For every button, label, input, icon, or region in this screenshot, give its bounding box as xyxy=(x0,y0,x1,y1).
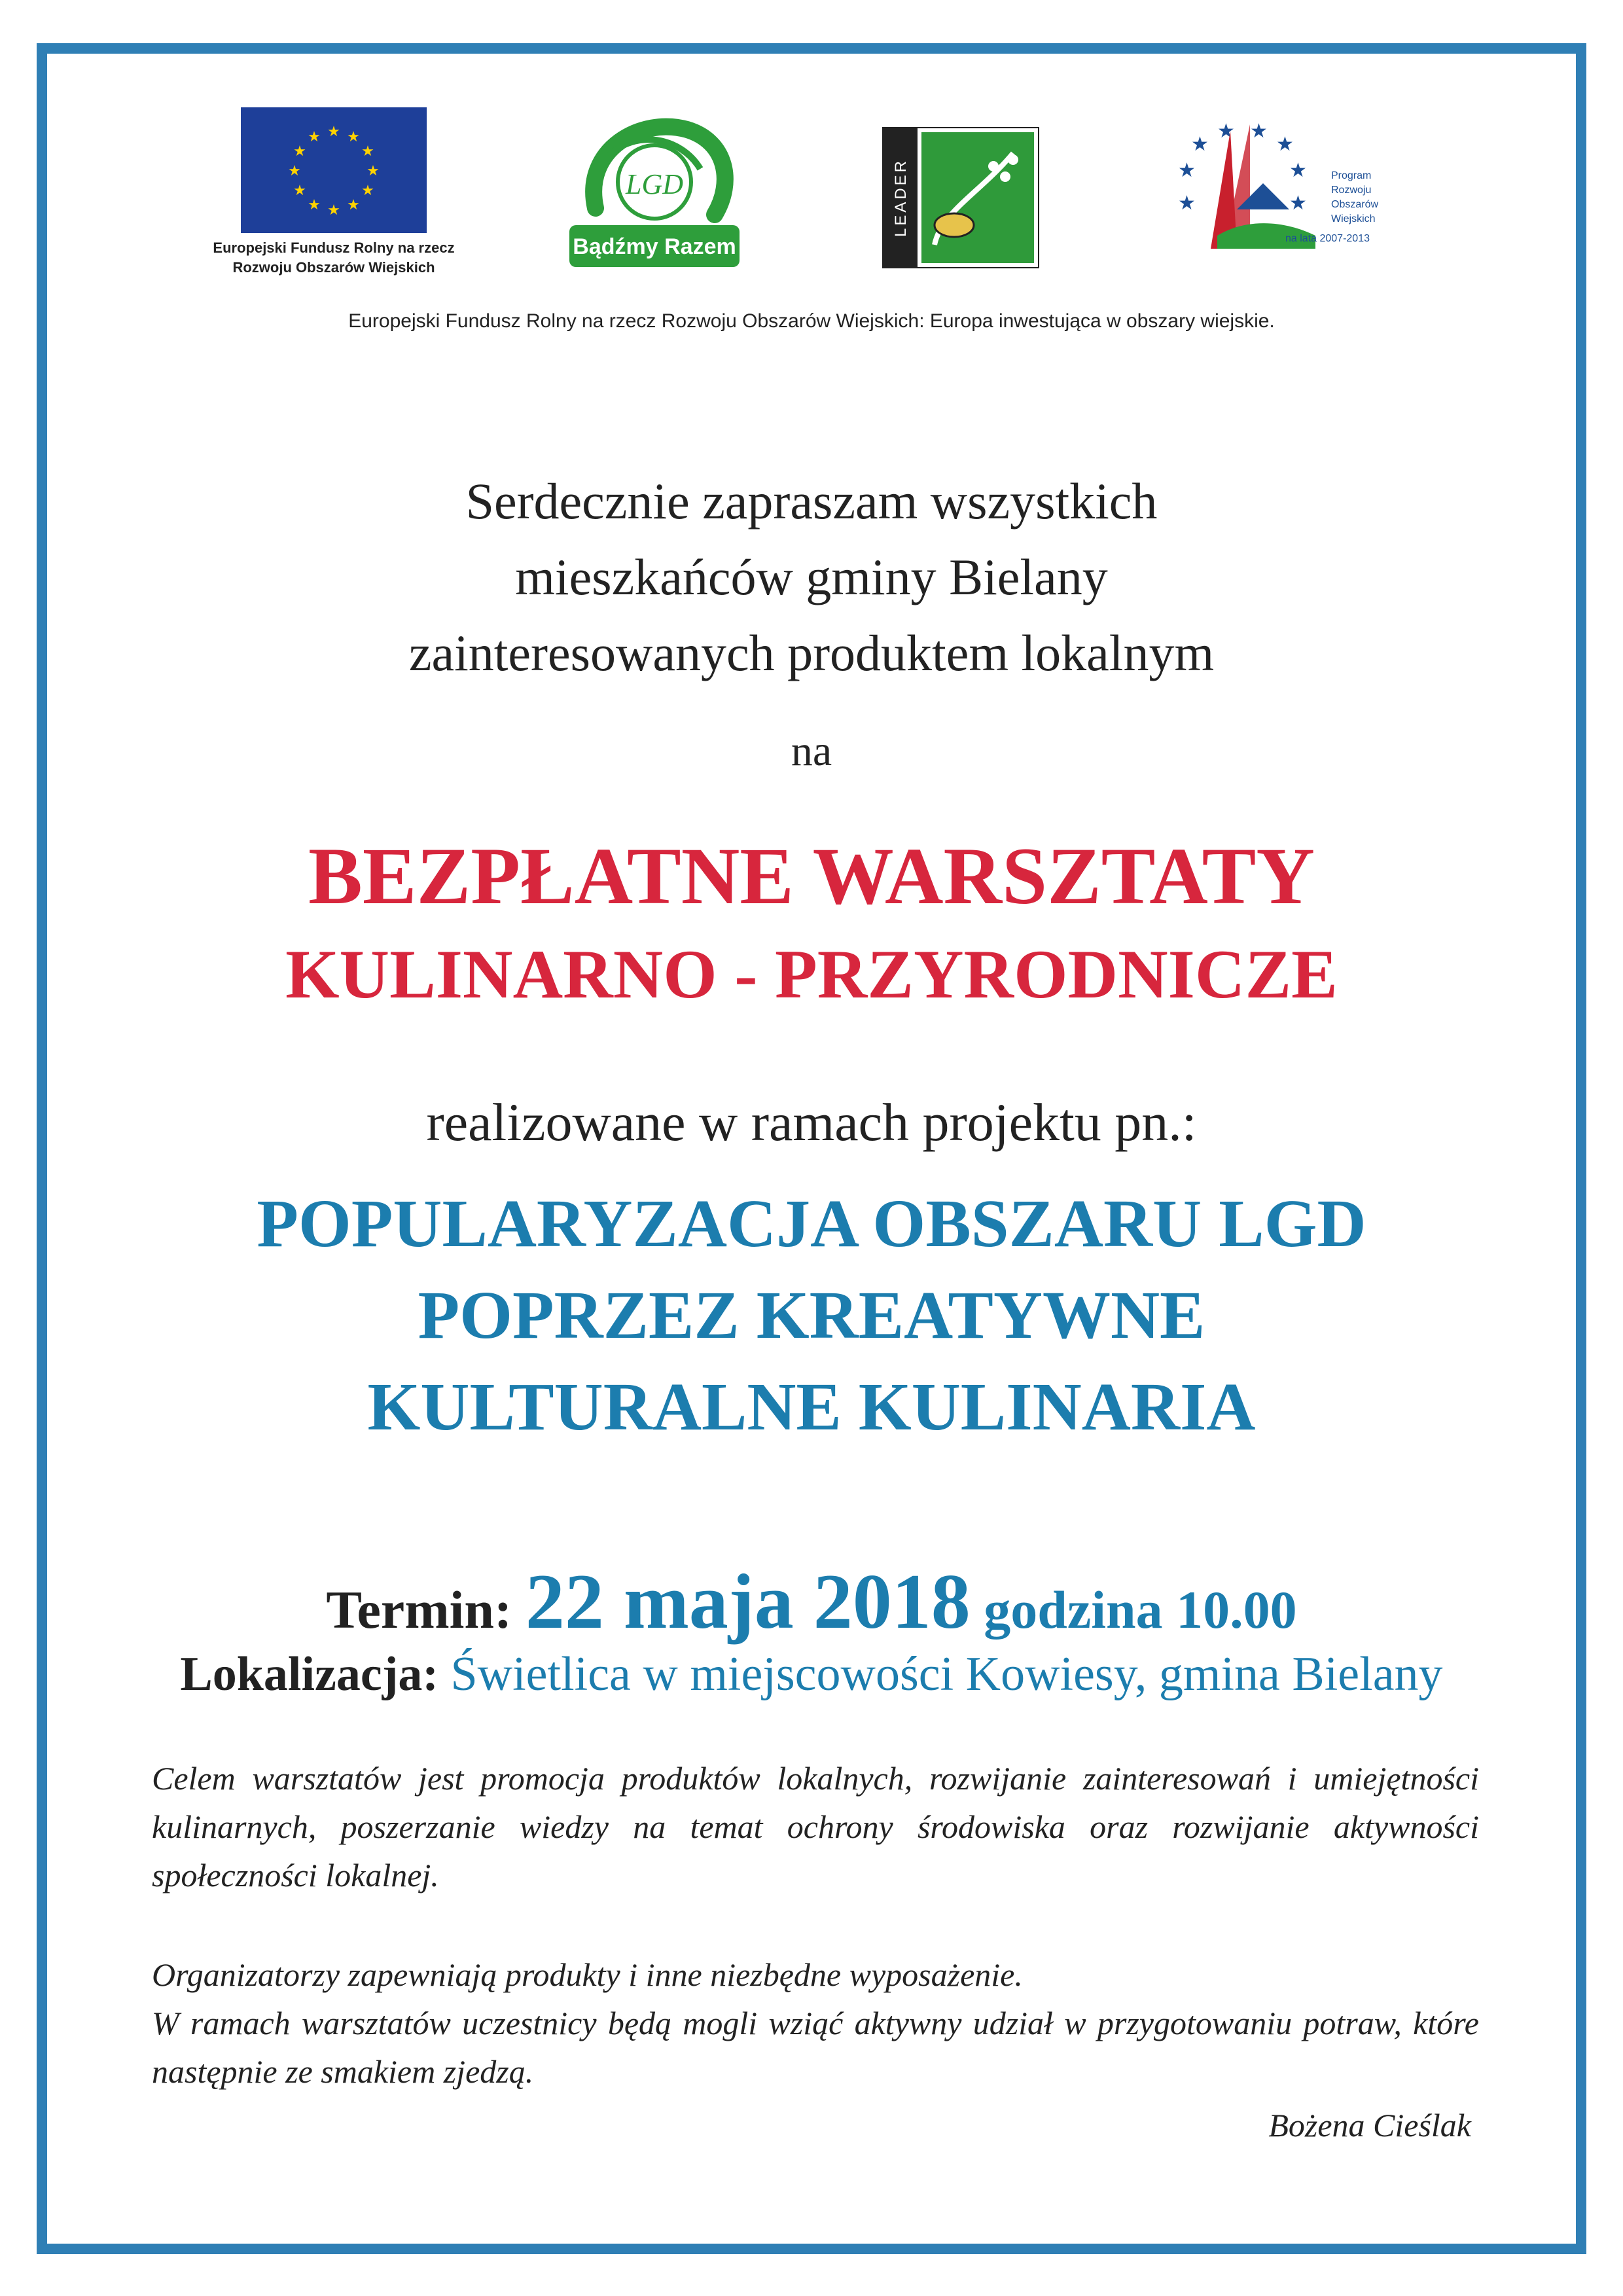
eu-caption xyxy=(178,238,490,278)
leader-logo-icon xyxy=(882,127,1039,268)
prow-caption xyxy=(1331,169,1378,226)
description-paragraph2-line2: W ramach warsztatów uczestnicy będą mogli wziąć aktywny udział w przygotowaniu potraw, które następnie ze smakiem zjedzą. xyxy=(152,2005,1479,2090)
date-line xyxy=(0,1556,1623,1647)
prow-years: na lata 2007-2013 xyxy=(1285,233,1370,244)
svg-text:★: ★ xyxy=(288,162,301,179)
svg-text:★: ★ xyxy=(1178,192,1196,215)
svg-text:★: ★ xyxy=(347,128,360,145)
svg-text:★: ★ xyxy=(1289,192,1307,215)
location-value: Świetlica w miejscowości Kowiesy, gmina Bielany xyxy=(450,1647,1443,1701)
svg-text:★: ★ xyxy=(327,123,340,139)
intro-line1: Serdecznie zapraszam wszystkich xyxy=(465,473,1158,529)
signature: Bożena Cieślak xyxy=(1268,2107,1471,2144)
intro-line3: zainteresowanych produktem lokalnym xyxy=(408,624,1215,681)
headline-line1: BEZPŁATNE WARSZTATY xyxy=(308,831,1315,921)
svg-text:★: ★ xyxy=(308,128,321,145)
svg-text:★: ★ xyxy=(327,202,340,218)
fund-line: Europejski Fundusz Rolny na rzecz Rozwoju Obszarów Wiejskich: Europa inwestująca w obszary wiejskie. xyxy=(348,310,1275,332)
prow-line2: Rozwoju xyxy=(1331,185,1372,196)
svg-text:★: ★ xyxy=(1178,159,1196,182)
svg-text:★: ★ xyxy=(347,196,360,213)
eu-caption-line2: Rozwoju Obszarów Wiejskich xyxy=(232,259,435,276)
termin-label: Termin: xyxy=(326,1580,512,1640)
svg-text:★: ★ xyxy=(366,162,380,179)
termin-date: 22 maja 2018 xyxy=(525,1558,971,1645)
intro-line2: mieszkańców gminy Bielany xyxy=(515,548,1108,605)
headline-line2: KULINARNO - PRZYRODNICZE xyxy=(285,936,1338,1013)
project-line1: POPULARYZACJA OBSZARU LGD xyxy=(257,1186,1366,1261)
project-title xyxy=(0,1178,1623,1453)
logo-row xyxy=(0,0,1623,314)
prow-line1: Program xyxy=(1331,170,1372,181)
lgd-logo-icon xyxy=(563,110,746,274)
svg-text:★: ★ xyxy=(1289,159,1307,182)
leader-text: LEADER xyxy=(892,158,910,238)
svg-text:★: ★ xyxy=(1217,120,1235,143)
svg-text:★: ★ xyxy=(1276,133,1294,156)
description-paragraph1: Celem warsztatów jest promocja produktów lokalnych, rozwijanie zainteresowań i umiejętności kulinarnych, poszerzanie wiedzy na temat ochrony środowiska oraz rozwijanie aktywności społeczności lokalnej. xyxy=(152,1760,1479,1893)
intro-text xyxy=(0,463,1623,691)
svg-text:★: ★ xyxy=(308,196,321,213)
eu-flag-icon xyxy=(241,107,427,233)
svg-text:★: ★ xyxy=(293,182,306,198)
lgd-letters: LGD xyxy=(625,168,684,200)
project-line2: POPRZEZ KREATYWNE xyxy=(418,1278,1205,1353)
svg-text:★: ★ xyxy=(1250,120,1268,143)
lgd-slogan: Bądźmy Razem xyxy=(573,234,736,259)
workshop-headline xyxy=(0,827,1623,1024)
prow-line4: Wiejskich xyxy=(1331,213,1376,224)
location-line xyxy=(0,1647,1623,1702)
na-word: na xyxy=(791,727,832,775)
termin-hour: godzina 10.00 xyxy=(984,1580,1297,1640)
project-line3: KULTURALNE KULINARIA xyxy=(367,1369,1256,1444)
realized-text: realizowane w ramach projektu pn.: xyxy=(426,1092,1197,1152)
svg-text:★: ★ xyxy=(361,143,374,159)
description-paragraph2-line1: Organizatorzy zapewniają produkty i inne niezbędne wyposażenie. xyxy=(152,1956,1023,1993)
svg-text:★: ★ xyxy=(1191,133,1209,156)
description-paragraph2 xyxy=(152,1950,1479,2096)
location-label: Lokalizacja: xyxy=(180,1647,439,1701)
svg-text:★: ★ xyxy=(361,182,374,198)
svg-text:★: ★ xyxy=(293,143,306,159)
eu-caption-line1: Europejski Fundusz Rolny na rzecz xyxy=(213,240,455,256)
prow-line3: Obszarów xyxy=(1331,199,1379,210)
